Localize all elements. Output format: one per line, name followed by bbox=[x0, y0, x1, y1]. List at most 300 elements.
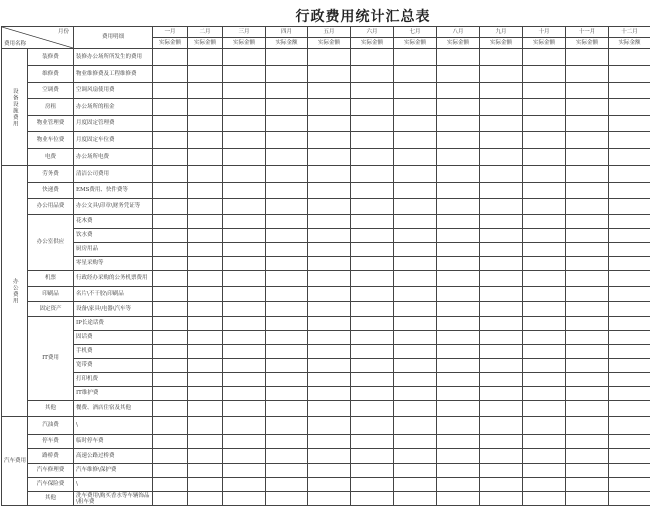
amount-cell[interactable] bbox=[437, 302, 480, 317]
amount-cell[interactable] bbox=[153, 149, 188, 166]
amount-cell[interactable] bbox=[566, 464, 609, 478]
amount-cell[interactable] bbox=[480, 257, 523, 271]
amount-cell[interactable] bbox=[351, 99, 394, 116]
amount-cell[interactable] bbox=[223, 49, 266, 66]
amount-cell[interactable] bbox=[266, 257, 308, 271]
amount-cell[interactable] bbox=[437, 49, 480, 66]
amount-cell[interactable] bbox=[351, 166, 394, 183]
amount-cell[interactable] bbox=[351, 345, 394, 359]
amount-cell[interactable] bbox=[609, 387, 650, 401]
amount-cell[interactable] bbox=[351, 359, 394, 373]
amount-cell[interactable] bbox=[394, 387, 437, 401]
amount-cell[interactable] bbox=[188, 302, 223, 317]
amount-cell[interactable] bbox=[394, 449, 437, 464]
amount-cell[interactable] bbox=[308, 83, 351, 99]
amount-cell[interactable] bbox=[566, 345, 609, 359]
amount-cell[interactable] bbox=[437, 66, 480, 83]
amount-cell[interactable] bbox=[437, 387, 480, 401]
amount-cell[interactable] bbox=[351, 149, 394, 166]
amount-cell[interactable] bbox=[480, 287, 523, 302]
amount-cell[interactable] bbox=[523, 83, 566, 99]
amount-cell[interactable] bbox=[480, 478, 523, 492]
amount-cell[interactable] bbox=[437, 149, 480, 166]
amount-cell[interactable] bbox=[566, 373, 609, 387]
amount-cell[interactable] bbox=[188, 83, 223, 99]
amount-cell[interactable] bbox=[351, 373, 394, 387]
amount-cell[interactable] bbox=[480, 302, 523, 317]
amount-cell[interactable] bbox=[266, 373, 308, 387]
amount-cell[interactable] bbox=[153, 99, 188, 116]
amount-cell[interactable] bbox=[523, 478, 566, 492]
amount-cell[interactable] bbox=[566, 302, 609, 317]
amount-cell[interactable] bbox=[223, 449, 266, 464]
amount-cell[interactable] bbox=[523, 116, 566, 132]
amount-cell[interactable] bbox=[480, 199, 523, 215]
amount-cell[interactable] bbox=[609, 287, 650, 302]
amount-cell[interactable] bbox=[188, 401, 223, 417]
amount-cell[interactable] bbox=[394, 215, 437, 229]
amount-cell[interactable] bbox=[223, 478, 266, 492]
amount-cell[interactable] bbox=[437, 166, 480, 183]
amount-cell[interactable] bbox=[480, 183, 523, 199]
amount-cell[interactable] bbox=[609, 345, 650, 359]
amount-cell[interactable] bbox=[437, 215, 480, 229]
amount-cell[interactable] bbox=[308, 99, 351, 116]
amount-cell[interactable] bbox=[437, 83, 480, 99]
amount-cell[interactable] bbox=[153, 287, 188, 302]
amount-cell[interactable] bbox=[437, 359, 480, 373]
amount-cell[interactable] bbox=[188, 373, 223, 387]
amount-cell[interactable] bbox=[523, 99, 566, 116]
amount-cell[interactable] bbox=[566, 99, 609, 116]
amount-cell[interactable] bbox=[566, 183, 609, 199]
amount-cell[interactable] bbox=[308, 132, 351, 149]
amount-cell[interactable] bbox=[566, 387, 609, 401]
amount-cell[interactable] bbox=[394, 345, 437, 359]
amount-cell[interactable] bbox=[188, 183, 223, 199]
amount-cell[interactable] bbox=[153, 215, 188, 229]
amount-cell[interactable] bbox=[153, 116, 188, 132]
amount-cell[interactable] bbox=[153, 66, 188, 83]
amount-cell[interactable] bbox=[566, 435, 609, 449]
amount-cell[interactable] bbox=[308, 49, 351, 66]
amount-cell[interactable] bbox=[609, 99, 650, 116]
amount-cell[interactable] bbox=[188, 132, 223, 149]
amount-cell[interactable] bbox=[437, 331, 480, 345]
amount-cell[interactable] bbox=[609, 331, 650, 345]
amount-cell[interactable] bbox=[266, 387, 308, 401]
amount-cell[interactable] bbox=[609, 243, 650, 257]
amount-cell[interactable] bbox=[523, 331, 566, 345]
amount-cell[interactable] bbox=[153, 435, 188, 449]
amount-cell[interactable] bbox=[394, 66, 437, 83]
amount-cell[interactable] bbox=[351, 317, 394, 331]
amount-cell[interactable] bbox=[223, 302, 266, 317]
amount-cell[interactable] bbox=[609, 49, 650, 66]
amount-cell[interactable] bbox=[480, 449, 523, 464]
amount-cell[interactable] bbox=[351, 464, 394, 478]
amount-cell[interactable] bbox=[188, 49, 223, 66]
amount-cell[interactable] bbox=[394, 435, 437, 449]
amount-cell[interactable] bbox=[153, 183, 188, 199]
amount-cell[interactable] bbox=[437, 199, 480, 215]
amount-cell[interactable] bbox=[351, 387, 394, 401]
amount-cell[interactable] bbox=[523, 66, 566, 83]
amount-cell[interactable] bbox=[609, 199, 650, 215]
amount-cell[interactable] bbox=[609, 417, 650, 435]
amount-cell[interactable] bbox=[394, 83, 437, 99]
amount-cell[interactable] bbox=[153, 83, 188, 99]
amount-cell[interactable] bbox=[437, 492, 480, 506]
amount-cell[interactable] bbox=[308, 66, 351, 83]
amount-cell[interactable] bbox=[351, 492, 394, 506]
amount-cell[interactable] bbox=[266, 331, 308, 345]
amount-cell[interactable] bbox=[480, 331, 523, 345]
amount-cell[interactable] bbox=[523, 401, 566, 417]
amount-cell[interactable] bbox=[266, 401, 308, 417]
amount-cell[interactable] bbox=[609, 215, 650, 229]
amount-cell[interactable] bbox=[566, 287, 609, 302]
amount-cell[interactable] bbox=[609, 166, 650, 183]
amount-cell[interactable] bbox=[266, 49, 308, 66]
amount-cell[interactable] bbox=[188, 345, 223, 359]
amount-cell[interactable] bbox=[223, 166, 266, 183]
amount-cell[interactable] bbox=[266, 66, 308, 83]
amount-cell[interactable] bbox=[223, 317, 266, 331]
amount-cell[interactable] bbox=[394, 199, 437, 215]
amount-cell[interactable] bbox=[394, 183, 437, 199]
amount-cell[interactable] bbox=[153, 302, 188, 317]
amount-cell[interactable] bbox=[566, 149, 609, 166]
amount-cell[interactable] bbox=[566, 417, 609, 435]
amount-cell[interactable] bbox=[188, 359, 223, 373]
amount-cell[interactable] bbox=[351, 116, 394, 132]
amount-cell[interactable] bbox=[480, 243, 523, 257]
amount-cell[interactable] bbox=[566, 401, 609, 417]
amount-cell[interactable] bbox=[351, 199, 394, 215]
amount-cell[interactable] bbox=[394, 464, 437, 478]
amount-cell[interactable] bbox=[308, 464, 351, 478]
amount-cell[interactable] bbox=[308, 166, 351, 183]
amount-cell[interactable] bbox=[437, 99, 480, 116]
amount-cell[interactable] bbox=[609, 449, 650, 464]
amount-cell[interactable] bbox=[523, 449, 566, 464]
amount-cell[interactable] bbox=[566, 257, 609, 271]
amount-cell[interactable] bbox=[351, 229, 394, 243]
amount-cell[interactable] bbox=[266, 492, 308, 506]
amount-cell[interactable] bbox=[266, 166, 308, 183]
amount-cell[interactable] bbox=[523, 183, 566, 199]
amount-cell[interactable] bbox=[223, 66, 266, 83]
amount-cell[interactable] bbox=[394, 116, 437, 132]
amount-cell[interactable] bbox=[223, 271, 266, 287]
amount-cell[interactable] bbox=[351, 331, 394, 345]
amount-cell[interactable] bbox=[437, 132, 480, 149]
amount-cell[interactable] bbox=[188, 257, 223, 271]
amount-cell[interactable] bbox=[480, 229, 523, 243]
amount-cell[interactable] bbox=[266, 417, 308, 435]
amount-cell[interactable] bbox=[308, 257, 351, 271]
amount-cell[interactable] bbox=[523, 243, 566, 257]
amount-cell[interactable] bbox=[188, 271, 223, 287]
amount-cell[interactable] bbox=[266, 317, 308, 331]
amount-cell[interactable] bbox=[153, 464, 188, 478]
amount-cell[interactable] bbox=[523, 435, 566, 449]
amount-cell[interactable] bbox=[153, 243, 188, 257]
amount-cell[interactable] bbox=[437, 401, 480, 417]
amount-cell[interactable] bbox=[188, 149, 223, 166]
amount-cell[interactable] bbox=[223, 373, 266, 387]
amount-cell[interactable] bbox=[308, 317, 351, 331]
amount-cell[interactable] bbox=[188, 464, 223, 478]
amount-cell[interactable] bbox=[437, 417, 480, 435]
amount-cell[interactable] bbox=[308, 387, 351, 401]
amount-cell[interactable] bbox=[609, 229, 650, 243]
amount-cell[interactable] bbox=[609, 83, 650, 99]
amount-cell[interactable] bbox=[480, 132, 523, 149]
amount-cell[interactable] bbox=[566, 229, 609, 243]
amount-cell[interactable] bbox=[153, 317, 188, 331]
amount-cell[interactable] bbox=[566, 317, 609, 331]
amount-cell[interactable] bbox=[609, 302, 650, 317]
amount-cell[interactable] bbox=[188, 66, 223, 83]
amount-cell[interactable] bbox=[308, 331, 351, 345]
amount-cell[interactable] bbox=[394, 331, 437, 345]
amount-cell[interactable] bbox=[266, 99, 308, 116]
amount-cell[interactable] bbox=[609, 132, 650, 149]
amount-cell[interactable] bbox=[351, 83, 394, 99]
amount-cell[interactable] bbox=[308, 287, 351, 302]
amount-cell[interactable] bbox=[223, 417, 266, 435]
amount-cell[interactable] bbox=[523, 317, 566, 331]
amount-cell[interactable] bbox=[223, 435, 266, 449]
amount-cell[interactable] bbox=[223, 199, 266, 215]
amount-cell[interactable] bbox=[523, 229, 566, 243]
amount-cell[interactable] bbox=[153, 257, 188, 271]
amount-cell[interactable] bbox=[566, 243, 609, 257]
amount-cell[interactable] bbox=[266, 243, 308, 257]
amount-cell[interactable] bbox=[394, 359, 437, 373]
amount-cell[interactable] bbox=[223, 183, 266, 199]
amount-cell[interactable] bbox=[609, 359, 650, 373]
amount-cell[interactable] bbox=[437, 257, 480, 271]
amount-cell[interactable] bbox=[437, 478, 480, 492]
amount-cell[interactable] bbox=[223, 345, 266, 359]
amount-cell[interactable] bbox=[308, 449, 351, 464]
amount-cell[interactable] bbox=[188, 229, 223, 243]
amount-cell[interactable] bbox=[188, 215, 223, 229]
amount-cell[interactable] bbox=[266, 449, 308, 464]
amount-cell[interactable] bbox=[308, 373, 351, 387]
amount-cell[interactable] bbox=[351, 49, 394, 66]
amount-cell[interactable] bbox=[188, 99, 223, 116]
amount-cell[interactable] bbox=[188, 166, 223, 183]
amount-cell[interactable] bbox=[480, 271, 523, 287]
amount-cell[interactable] bbox=[437, 116, 480, 132]
amount-cell[interactable] bbox=[223, 464, 266, 478]
amount-cell[interactable] bbox=[351, 417, 394, 435]
amount-cell[interactable] bbox=[437, 435, 480, 449]
amount-cell[interactable] bbox=[223, 257, 266, 271]
amount-cell[interactable] bbox=[437, 464, 480, 478]
amount-cell[interactable] bbox=[394, 492, 437, 506]
amount-cell[interactable] bbox=[308, 492, 351, 506]
amount-cell[interactable] bbox=[480, 464, 523, 478]
amount-cell[interactable] bbox=[566, 49, 609, 66]
amount-cell[interactable] bbox=[266, 183, 308, 199]
amount-cell[interactable] bbox=[351, 215, 394, 229]
amount-cell[interactable] bbox=[566, 166, 609, 183]
amount-cell[interactable] bbox=[394, 132, 437, 149]
amount-cell[interactable] bbox=[480, 83, 523, 99]
amount-cell[interactable] bbox=[609, 478, 650, 492]
amount-cell[interactable] bbox=[609, 401, 650, 417]
amount-cell[interactable] bbox=[523, 287, 566, 302]
amount-cell[interactable] bbox=[223, 132, 266, 149]
amount-cell[interactable] bbox=[223, 359, 266, 373]
amount-cell[interactable] bbox=[266, 199, 308, 215]
amount-cell[interactable] bbox=[566, 478, 609, 492]
amount-cell[interactable] bbox=[523, 387, 566, 401]
amount-cell[interactable] bbox=[266, 435, 308, 449]
amount-cell[interactable] bbox=[480, 492, 523, 506]
amount-cell[interactable] bbox=[394, 317, 437, 331]
amount-cell[interactable] bbox=[609, 317, 650, 331]
amount-cell[interactable] bbox=[266, 215, 308, 229]
amount-cell[interactable] bbox=[266, 132, 308, 149]
amount-cell[interactable] bbox=[308, 401, 351, 417]
amount-cell[interactable] bbox=[566, 271, 609, 287]
amount-cell[interactable] bbox=[351, 66, 394, 83]
amount-cell[interactable] bbox=[523, 199, 566, 215]
amount-cell[interactable] bbox=[609, 149, 650, 166]
amount-cell[interactable] bbox=[566, 132, 609, 149]
amount-cell[interactable] bbox=[480, 317, 523, 331]
amount-cell[interactable] bbox=[523, 49, 566, 66]
amount-cell[interactable] bbox=[523, 345, 566, 359]
amount-cell[interactable] bbox=[351, 449, 394, 464]
amount-cell[interactable] bbox=[394, 271, 437, 287]
amount-cell[interactable] bbox=[266, 229, 308, 243]
amount-cell[interactable] bbox=[480, 215, 523, 229]
amount-cell[interactable] bbox=[153, 331, 188, 345]
amount-cell[interactable] bbox=[188, 387, 223, 401]
amount-cell[interactable] bbox=[523, 492, 566, 506]
amount-cell[interactable] bbox=[351, 401, 394, 417]
amount-cell[interactable] bbox=[480, 49, 523, 66]
amount-cell[interactable] bbox=[523, 166, 566, 183]
amount-cell[interactable] bbox=[308, 345, 351, 359]
amount-cell[interactable] bbox=[394, 229, 437, 243]
amount-cell[interactable] bbox=[566, 331, 609, 345]
amount-cell[interactable] bbox=[566, 66, 609, 83]
amount-cell[interactable] bbox=[153, 478, 188, 492]
amount-cell[interactable] bbox=[566, 199, 609, 215]
amount-cell[interactable] bbox=[153, 166, 188, 183]
amount-cell[interactable] bbox=[480, 435, 523, 449]
amount-cell[interactable] bbox=[308, 271, 351, 287]
amount-cell[interactable] bbox=[223, 149, 266, 166]
amount-cell[interactable] bbox=[523, 257, 566, 271]
amount-cell[interactable] bbox=[351, 478, 394, 492]
amount-cell[interactable] bbox=[609, 271, 650, 287]
amount-cell[interactable] bbox=[523, 215, 566, 229]
amount-cell[interactable] bbox=[153, 49, 188, 66]
amount-cell[interactable] bbox=[566, 359, 609, 373]
amount-cell[interactable] bbox=[308, 215, 351, 229]
amount-cell[interactable] bbox=[188, 199, 223, 215]
amount-cell[interactable] bbox=[523, 464, 566, 478]
amount-cell[interactable] bbox=[266, 464, 308, 478]
amount-cell[interactable] bbox=[394, 417, 437, 435]
amount-cell[interactable] bbox=[153, 199, 188, 215]
amount-cell[interactable] bbox=[308, 243, 351, 257]
amount-cell[interactable] bbox=[188, 492, 223, 506]
amount-cell[interactable] bbox=[437, 271, 480, 287]
amount-cell[interactable] bbox=[480, 401, 523, 417]
amount-cell[interactable] bbox=[223, 243, 266, 257]
amount-cell[interactable] bbox=[153, 492, 188, 506]
amount-cell[interactable] bbox=[351, 257, 394, 271]
amount-cell[interactable] bbox=[266, 345, 308, 359]
amount-cell[interactable] bbox=[308, 116, 351, 132]
amount-cell[interactable] bbox=[188, 478, 223, 492]
amount-cell[interactable] bbox=[480, 99, 523, 116]
amount-cell[interactable] bbox=[437, 229, 480, 243]
amount-cell[interactable] bbox=[266, 149, 308, 166]
amount-cell[interactable] bbox=[308, 359, 351, 373]
amount-cell[interactable] bbox=[153, 449, 188, 464]
amount-cell[interactable] bbox=[223, 229, 266, 243]
amount-cell[interactable] bbox=[394, 257, 437, 271]
amount-cell[interactable] bbox=[223, 331, 266, 345]
amount-cell[interactable] bbox=[609, 435, 650, 449]
amount-cell[interactable] bbox=[188, 435, 223, 449]
amount-cell[interactable] bbox=[609, 66, 650, 83]
amount-cell[interactable] bbox=[188, 116, 223, 132]
amount-cell[interactable] bbox=[188, 317, 223, 331]
amount-cell[interactable] bbox=[523, 302, 566, 317]
amount-cell[interactable] bbox=[308, 435, 351, 449]
amount-cell[interactable] bbox=[480, 345, 523, 359]
amount-cell[interactable] bbox=[153, 373, 188, 387]
amount-cell[interactable] bbox=[308, 229, 351, 243]
amount-cell[interactable] bbox=[394, 373, 437, 387]
amount-cell[interactable] bbox=[480, 417, 523, 435]
amount-cell[interactable] bbox=[480, 373, 523, 387]
amount-cell[interactable] bbox=[153, 387, 188, 401]
amount-cell[interactable] bbox=[480, 66, 523, 83]
amount-cell[interactable] bbox=[566, 83, 609, 99]
amount-cell[interactable] bbox=[437, 183, 480, 199]
amount-cell[interactable] bbox=[394, 166, 437, 183]
amount-cell[interactable] bbox=[351, 435, 394, 449]
amount-cell[interactable] bbox=[566, 449, 609, 464]
amount-cell[interactable] bbox=[351, 302, 394, 317]
amount-cell[interactable] bbox=[394, 243, 437, 257]
amount-cell[interactable] bbox=[437, 317, 480, 331]
amount-cell[interactable] bbox=[188, 243, 223, 257]
amount-cell[interactable] bbox=[223, 387, 266, 401]
amount-cell[interactable] bbox=[153, 345, 188, 359]
amount-cell[interactable] bbox=[188, 417, 223, 435]
amount-cell[interactable] bbox=[523, 132, 566, 149]
amount-cell[interactable] bbox=[223, 492, 266, 506]
amount-cell[interactable] bbox=[308, 302, 351, 317]
amount-cell[interactable] bbox=[223, 83, 266, 99]
amount-cell[interactable] bbox=[153, 401, 188, 417]
amount-cell[interactable] bbox=[480, 149, 523, 166]
